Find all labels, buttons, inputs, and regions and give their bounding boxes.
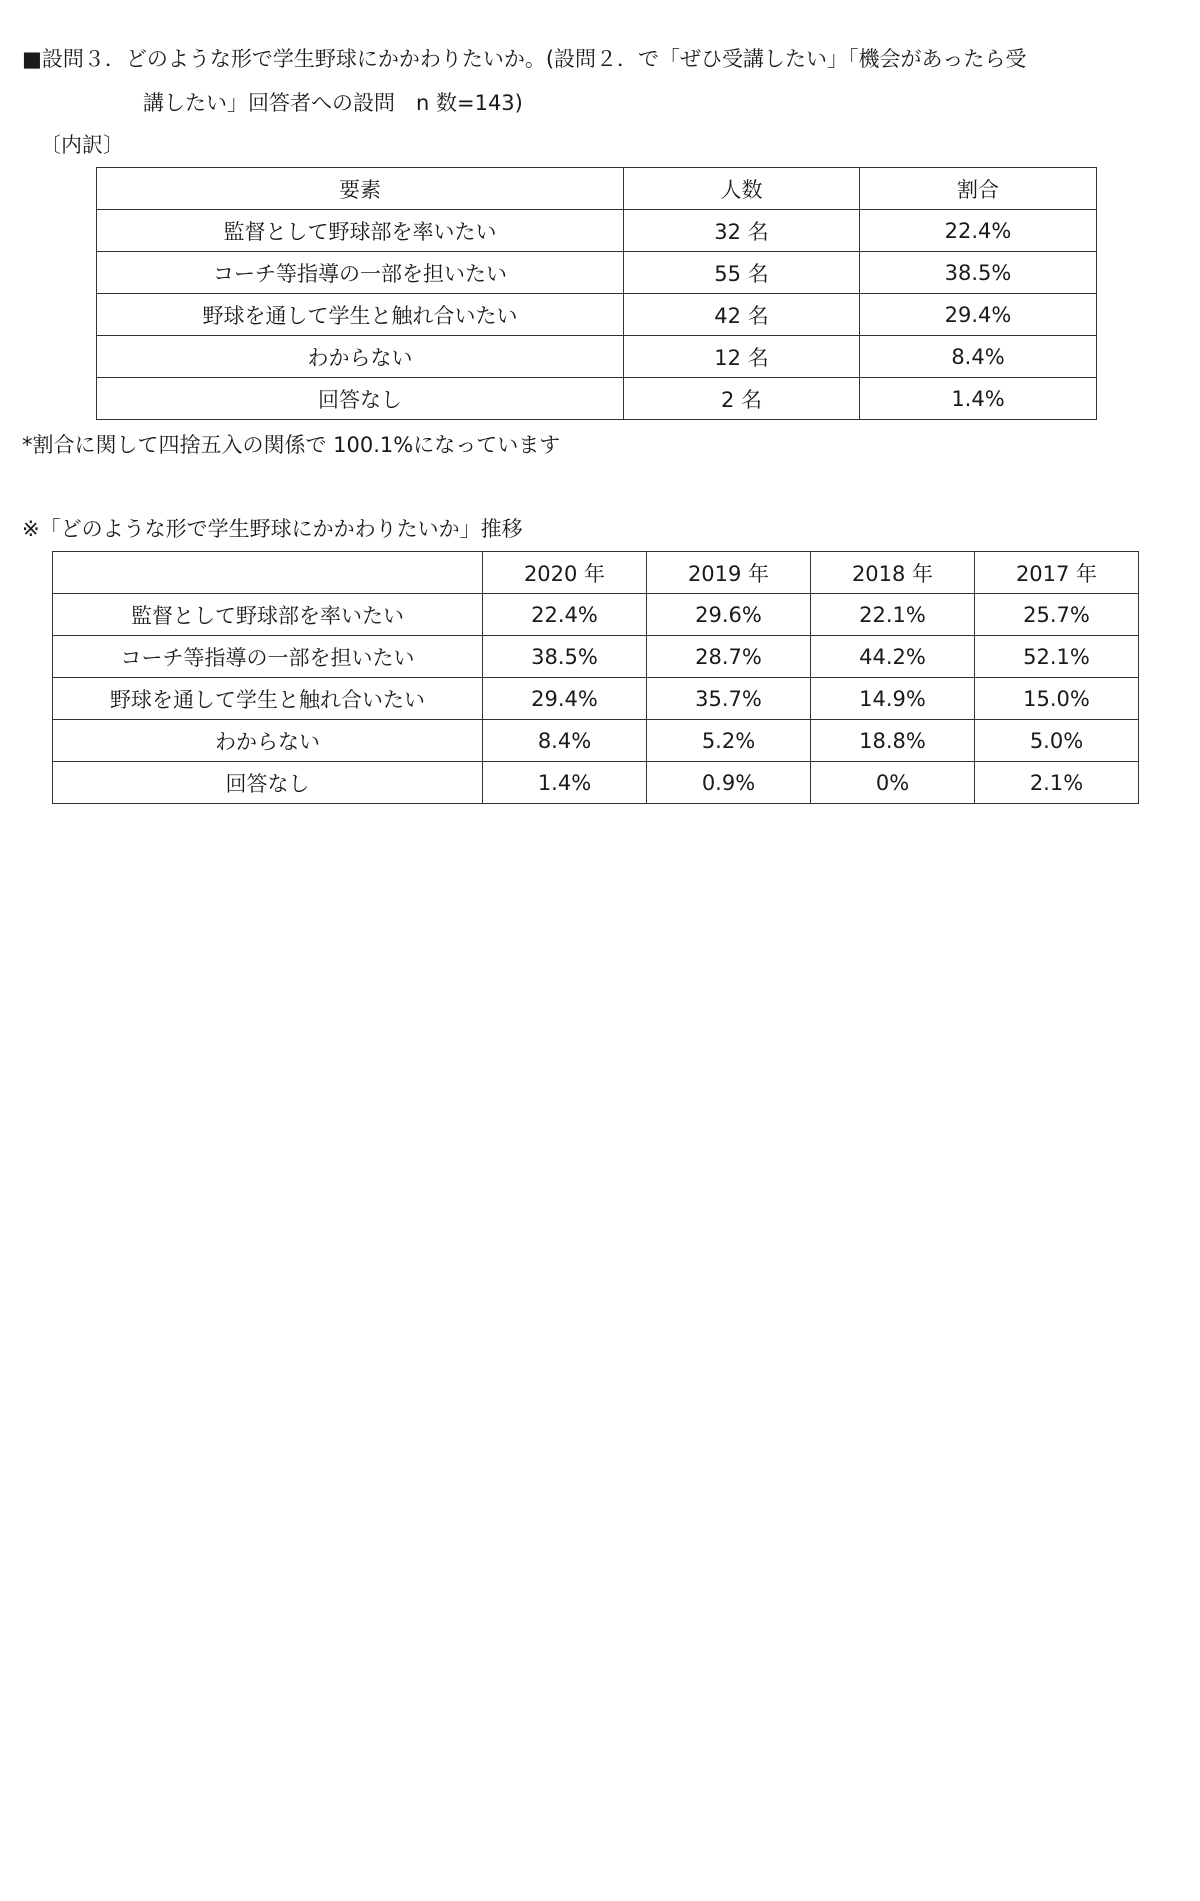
- header-cell: 割合: [860, 168, 1097, 210]
- count-cell: 2 名: [624, 378, 860, 420]
- value-cell: 5.2%: [647, 720, 811, 762]
- value-cell: 29.4%: [483, 678, 647, 720]
- table-row: [53, 636, 1139, 678]
- value-cell: 2.1%: [975, 762, 1139, 804]
- value-cell: 28.7%: [647, 636, 811, 678]
- year-header-cell: 2018 年: [811, 552, 975, 594]
- value-cell: 22.1%: [811, 594, 975, 636]
- value-cell: 0.9%: [647, 762, 811, 804]
- value-cell: 18.8%: [811, 720, 975, 762]
- year-header-cell: 2017 年: [975, 552, 1139, 594]
- value-cell: 29.6%: [647, 594, 811, 636]
- value-cell: 8.4%: [483, 720, 647, 762]
- ratio-cell: 38.5%: [860, 252, 1097, 294]
- rounding-note: *割合に関して四捨五入の関係で 100.1%になっています: [22, 433, 561, 457]
- ratio-cell: 22.4%: [860, 210, 1097, 252]
- value-cell: 25.7%: [975, 594, 1139, 636]
- item-cell: 回答なし: [53, 762, 483, 804]
- item-cell: 回答なし: [97, 378, 624, 420]
- value-cell: 38.5%: [483, 636, 647, 678]
- value-cell: 35.7%: [647, 678, 811, 720]
- value-cell: 22.4%: [483, 594, 647, 636]
- item-cell: わからない: [53, 720, 483, 762]
- count-cell: 32 名: [624, 210, 860, 252]
- table-row: [53, 594, 1139, 636]
- value-cell: 5.0%: [975, 720, 1139, 762]
- table-row: [97, 378, 1097, 420]
- value-cell: 14.9%: [811, 678, 975, 720]
- year-header-cell: 2019 年: [647, 552, 811, 594]
- ratio-cell: 1.4%: [860, 378, 1097, 420]
- table-row: [97, 294, 1097, 336]
- table-header-row: [53, 552, 1139, 594]
- trend-table: [52, 551, 1139, 804]
- header-cell: [53, 552, 483, 594]
- breakdown-label: 〔内訳〕: [40, 133, 124, 157]
- table-row: [97, 252, 1097, 294]
- header-cell: 人数: [624, 168, 860, 210]
- table-row: [53, 720, 1139, 762]
- value-cell: 1.4%: [483, 762, 647, 804]
- value-cell: 0%: [811, 762, 975, 804]
- value-cell: 44.2%: [811, 636, 975, 678]
- table-row: [53, 762, 1139, 804]
- item-cell: コーチ等指導の一部を担いたい: [97, 252, 624, 294]
- table-row: [53, 678, 1139, 720]
- header-cell: 要素: [97, 168, 624, 210]
- count-cell: 42 名: [624, 294, 860, 336]
- value-cell: 52.1%: [975, 636, 1139, 678]
- table-row: [97, 210, 1097, 252]
- count-cell: 12 名: [624, 336, 860, 378]
- value-cell: 15.0%: [975, 678, 1139, 720]
- table-header-row: [97, 168, 1097, 210]
- count-cell: 55 名: [624, 252, 860, 294]
- question-title-line-1: ■設問３．どのような形で学生野球にかかわりたいか。(設問２．で「ぜひ受講したい」「機会があったら受: [22, 47, 1027, 71]
- year-header-cell: 2020 年: [483, 552, 647, 594]
- ratio-cell: 29.4%: [860, 294, 1097, 336]
- item-cell: コーチ等指導の一部を担いたい: [53, 636, 483, 678]
- item-cell: わからない: [97, 336, 624, 378]
- item-cell: 野球を通して学生と触れ合いたい: [97, 294, 624, 336]
- breakdown-table: [96, 167, 1097, 420]
- ratio-cell: 8.4%: [860, 336, 1097, 378]
- table-row: [97, 336, 1097, 378]
- question-title-line-2: 講したい」回答者への設問 n 数=143): [143, 91, 523, 115]
- item-cell: 監督として野球部を率いたい: [97, 210, 624, 252]
- trend-title: ※「どのような形で学生野球にかかわりたいか」推移: [22, 517, 523, 541]
- item-cell: 監督として野球部を率いたい: [53, 594, 483, 636]
- item-cell: 野球を通して学生と触れ合いたい: [53, 678, 483, 720]
